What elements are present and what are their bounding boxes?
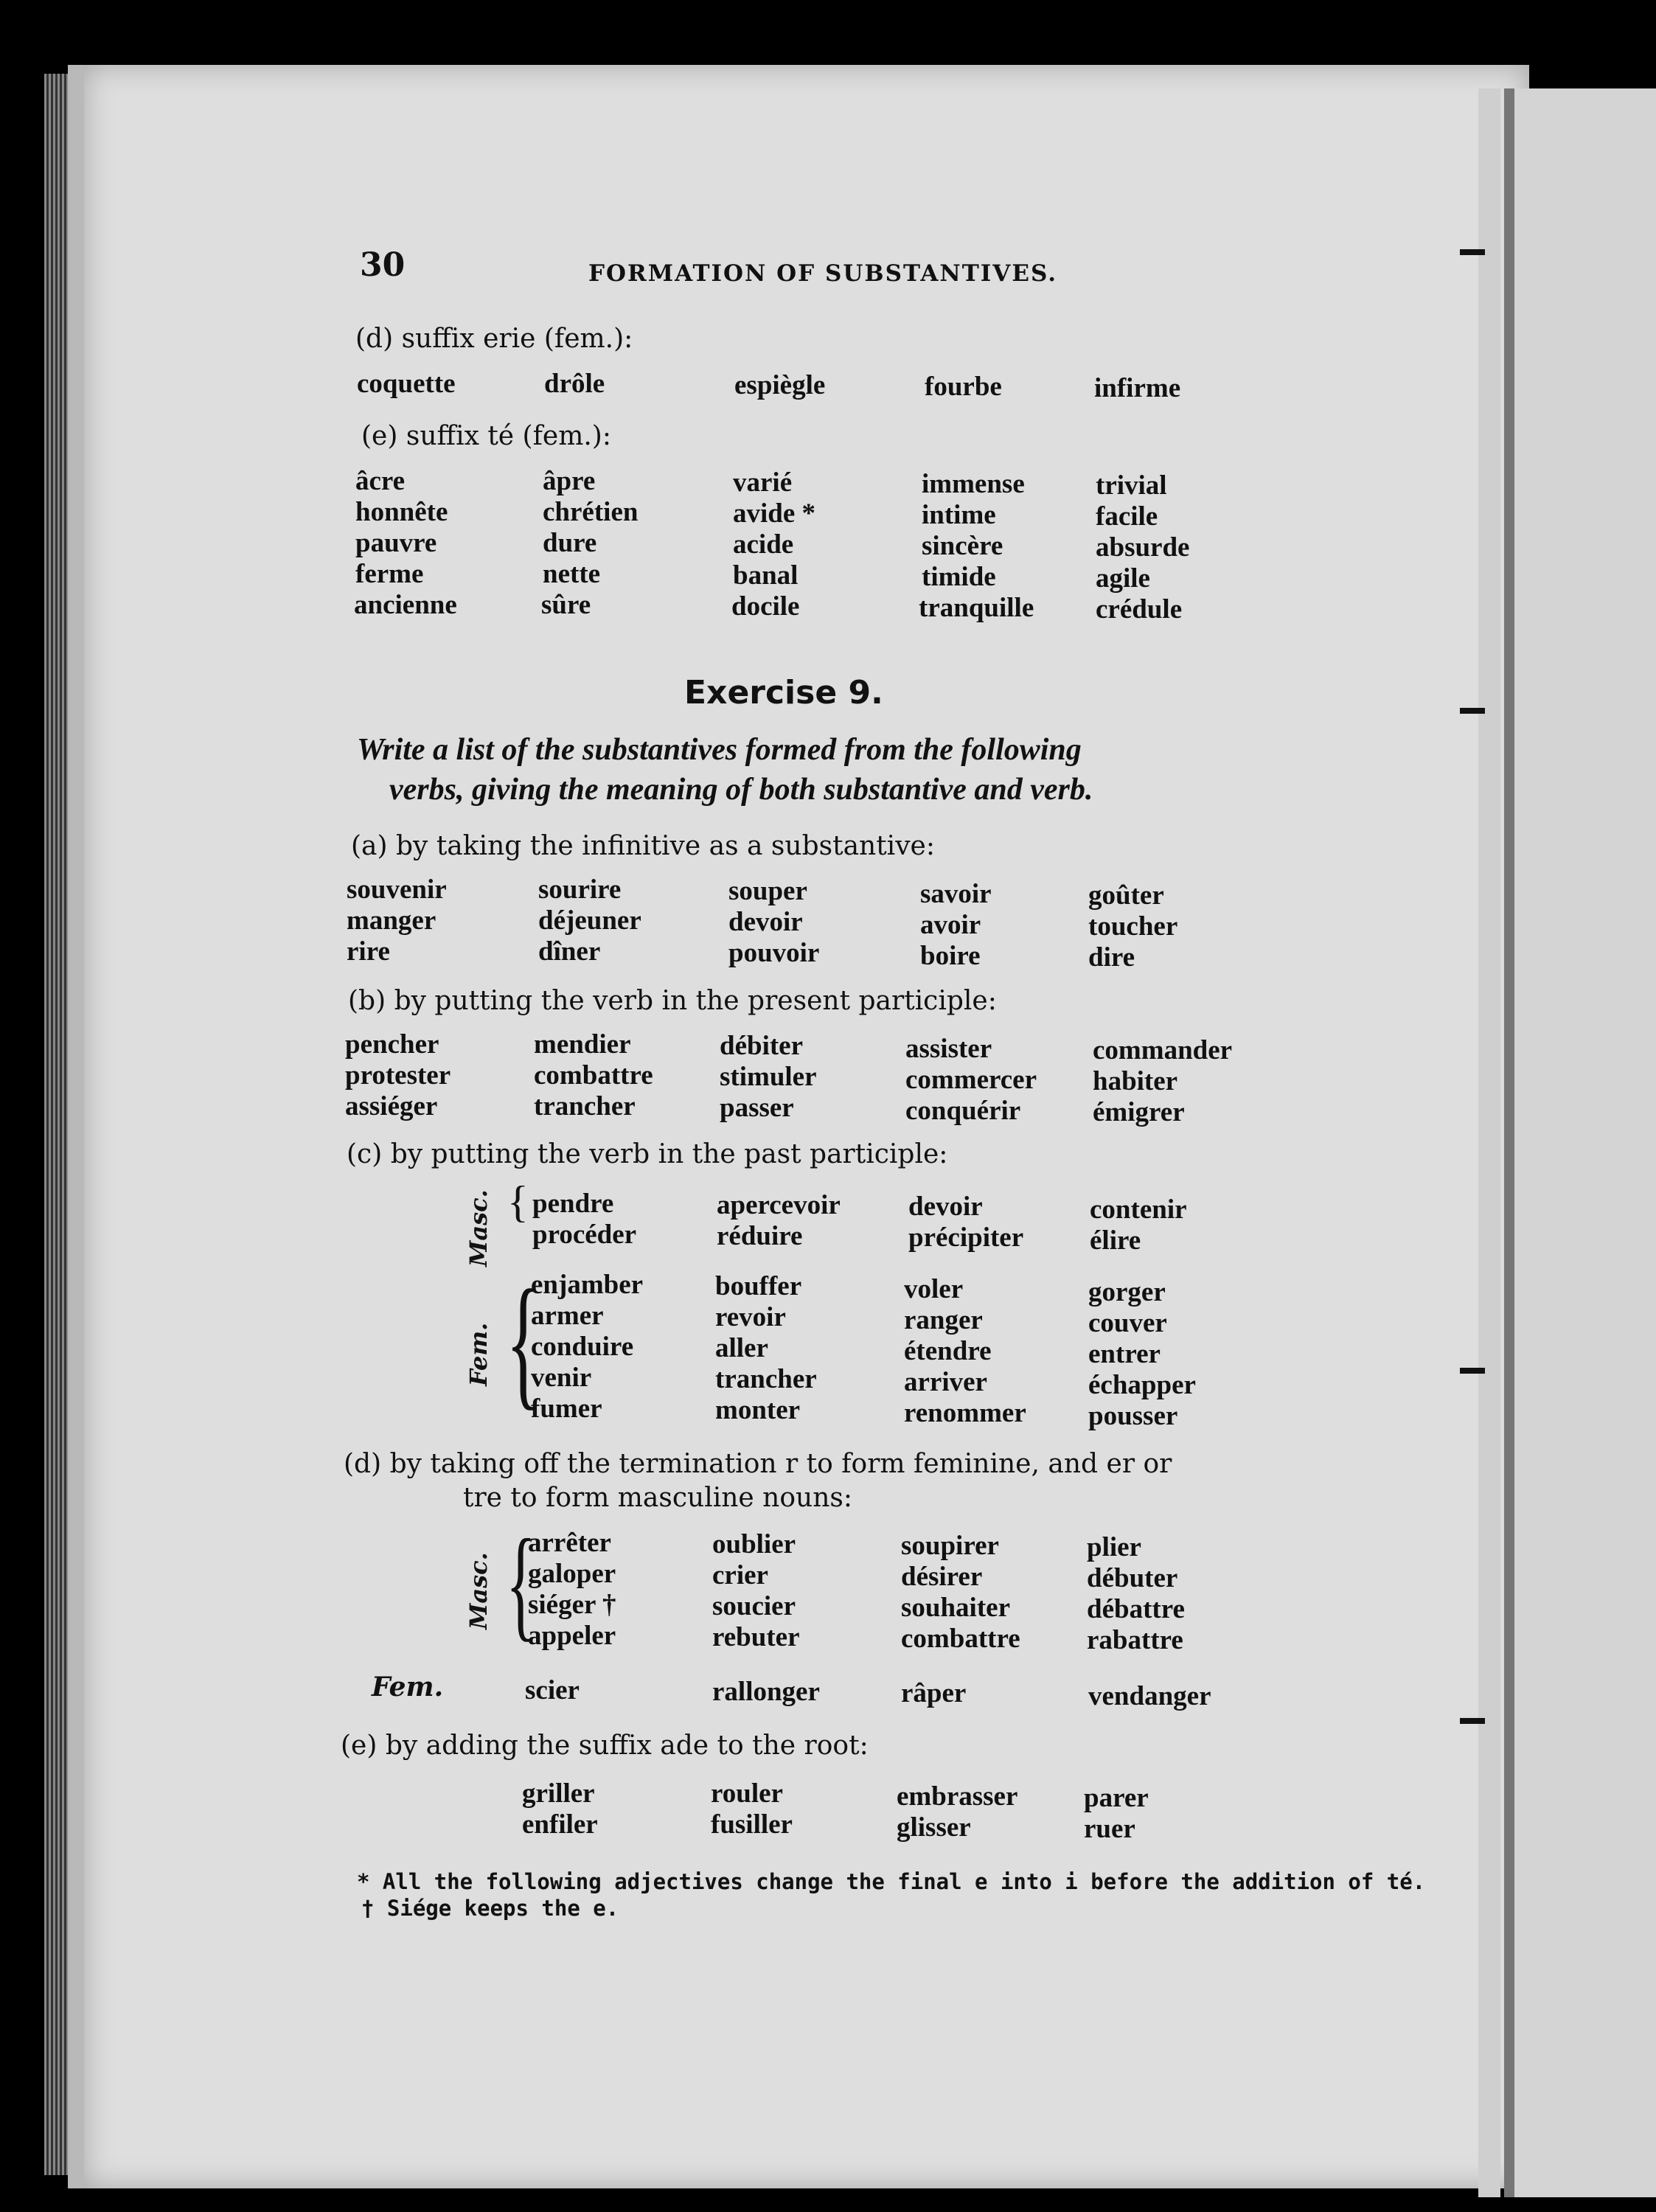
- word: oublier: [712, 1529, 796, 1559]
- word: banal: [733, 560, 799, 591]
- word: pouvoir: [728, 938, 820, 968]
- word: conquérir: [905, 1096, 1021, 1126]
- word: dire: [1088, 942, 1135, 973]
- word: goûter: [1088, 880, 1164, 911]
- word: facile: [1096, 501, 1158, 532]
- word: soucier: [712, 1591, 796, 1621]
- word: habiter: [1093, 1066, 1178, 1096]
- word: agile: [1096, 563, 1150, 594]
- section-d-label: (d) suffix erie (fem.):: [355, 324, 633, 354]
- word: venir: [531, 1363, 592, 1393]
- word: déjeuner: [538, 905, 641, 936]
- gutter-mark: [1460, 708, 1485, 714]
- word: souvenir: [347, 874, 447, 905]
- word: embrasser: [897, 1781, 1018, 1812]
- word: aller: [715, 1333, 768, 1363]
- word: mendier: [534, 1029, 631, 1060]
- word: trancher: [534, 1091, 636, 1121]
- word: sourire: [538, 874, 622, 905]
- ex-b-label: (b) by putting the verb in the present participle:: [348, 986, 997, 1016]
- word: absurde: [1096, 532, 1190, 563]
- ex-d-masc-label: Masc.: [465, 1552, 493, 1630]
- word: renommer: [904, 1398, 1026, 1428]
- word: pencher: [345, 1029, 439, 1060]
- word: sincère: [922, 531, 1003, 561]
- word: âcre: [355, 466, 406, 496]
- word: revoir: [715, 1302, 786, 1332]
- word: crier: [712, 1560, 768, 1590]
- word: arrêter: [528, 1528, 611, 1558]
- ex-c-label: (c) by putting the verb in the past participle:: [347, 1139, 948, 1169]
- word: rouler: [711, 1778, 783, 1809]
- word: bouffer: [715, 1271, 802, 1301]
- word: commander: [1093, 1035, 1233, 1065]
- word: combattre: [901, 1624, 1020, 1654]
- word: échapper: [1088, 1370, 1196, 1400]
- word: ancienne: [354, 590, 457, 620]
- word: armer: [531, 1301, 604, 1331]
- word: précipiter: [908, 1222, 1024, 1253]
- word: monter: [715, 1395, 801, 1425]
- word: devoir: [728, 907, 803, 937]
- word: timide: [922, 562, 996, 592]
- word: siéger †: [528, 1590, 616, 1620]
- word: débiter: [720, 1031, 804, 1061]
- ex-c-masc-label: Masc.: [465, 1189, 493, 1267]
- section-e-label: (e) suffix té (fem.):: [361, 421, 611, 451]
- word: intime: [922, 500, 996, 530]
- word: débattre: [1087, 1594, 1185, 1624]
- word: entrer: [1088, 1339, 1161, 1369]
- word: devoir: [908, 1192, 983, 1222]
- word: infirme: [1094, 373, 1181, 403]
- word: procéder: [532, 1220, 637, 1250]
- word: fumer: [531, 1394, 602, 1424]
- word: élire: [1090, 1225, 1141, 1256]
- word: arriver: [904, 1367, 987, 1397]
- book-gutter: [1478, 88, 1500, 2197]
- word: boire: [920, 941, 981, 971]
- word: âpre: [543, 466, 596, 496]
- word: pauvre: [355, 528, 437, 558]
- word: tranquille: [919, 593, 1034, 623]
- word: acide: [733, 529, 794, 560]
- footnote-1: * All the following adjectives change the final e into i before the addition of té.: [357, 1869, 1426, 1894]
- word: voler: [904, 1274, 964, 1304]
- running-head: FORMATION OF SUBSTANTIVES.: [588, 260, 1058, 287]
- word: couver: [1088, 1308, 1167, 1338]
- ex-c-fem-label: Fem.: [465, 1322, 493, 1386]
- word: désirer: [901, 1562, 983, 1592]
- word: immense: [922, 469, 1025, 499]
- ex-d-label-2: tre to form masculine nouns:: [463, 1483, 853, 1513]
- ex-e-label: (e) by adding the suffix ade to the root:: [341, 1731, 869, 1761]
- word: dure: [543, 528, 597, 558]
- word: râper: [901, 1678, 967, 1708]
- word: trivial: [1096, 470, 1167, 501]
- word: crédule: [1096, 594, 1183, 625]
- word: soupirer: [901, 1531, 999, 1561]
- word: toucher: [1088, 911, 1178, 942]
- word: combattre: [534, 1060, 653, 1091]
- word: enfiler: [522, 1809, 598, 1840]
- word: commercer: [905, 1065, 1037, 1095]
- word: avoir: [920, 910, 981, 940]
- word: drôle: [544, 369, 605, 399]
- brace-icon: {: [507, 1178, 529, 1226]
- word: varié: [733, 467, 793, 498]
- word: contenir: [1090, 1194, 1187, 1225]
- word: dîner: [538, 936, 601, 967]
- word: étendre: [904, 1336, 992, 1366]
- word: avide *: [733, 498, 816, 529]
- word: vendanger: [1088, 1681, 1211, 1711]
- page-number: 30: [360, 246, 406, 284]
- word: coquette: [357, 369, 456, 399]
- word: pousser: [1088, 1401, 1178, 1431]
- gutter-mark: [1460, 1718, 1485, 1724]
- word: parer: [1084, 1783, 1149, 1813]
- word: émigrer: [1093, 1097, 1185, 1127]
- word: galoper: [528, 1559, 616, 1589]
- word: honnête: [355, 497, 448, 527]
- word: apercevoir: [717, 1190, 841, 1220]
- word: sûre: [541, 590, 591, 620]
- ex-d-label-1: (d) by taking off the termination r to form feminine, and er or: [344, 1449, 1172, 1479]
- word: assiéger: [345, 1091, 438, 1121]
- word: rire: [347, 936, 390, 967]
- word: ferme: [355, 559, 424, 589]
- word: trancher: [715, 1364, 817, 1394]
- gutter-mark: [1460, 1368, 1485, 1374]
- word: glisser: [897, 1812, 971, 1843]
- word: ruer: [1084, 1814, 1135, 1844]
- word: appeler: [528, 1621, 616, 1651]
- word: fusiller: [711, 1809, 793, 1840]
- word: passer: [720, 1093, 794, 1123]
- word: rabattre: [1087, 1625, 1183, 1655]
- word: conduire: [531, 1332, 634, 1362]
- facing-page: [1504, 88, 1656, 2197]
- word: fourbe: [925, 372, 1002, 402]
- word: chrétien: [543, 497, 639, 527]
- word: assister: [905, 1034, 992, 1064]
- word: scier: [525, 1675, 580, 1705]
- word: rallonger: [712, 1677, 820, 1707]
- word: nette: [543, 559, 601, 589]
- word: docile: [731, 591, 800, 622]
- word: réduire: [717, 1221, 803, 1251]
- word: souhaiter: [901, 1593, 1010, 1623]
- word: manger: [347, 905, 436, 936]
- exercise-title: Exercise 9.: [684, 674, 883, 712]
- word: rebuter: [712, 1622, 800, 1652]
- word: plier: [1087, 1532, 1141, 1562]
- word: souper: [728, 876, 807, 906]
- word: stimuler: [720, 1062, 817, 1092]
- word: pendre: [532, 1189, 614, 1219]
- gutter-mark: [1460, 249, 1485, 255]
- word: gorger: [1088, 1277, 1166, 1307]
- word: griller: [522, 1778, 595, 1809]
- brace-icon: {: [506, 1260, 541, 1423]
- ex-a-label: (a) by taking the infinitive as a substantive:: [351, 831, 935, 861]
- ex-d-fem-label: Fem.: [372, 1672, 444, 1703]
- word: débuter: [1087, 1563, 1178, 1593]
- word: espiègle: [734, 370, 826, 400]
- word: ranger: [904, 1305, 983, 1335]
- word: protester: [345, 1060, 451, 1091]
- word: savoir: [920, 879, 992, 909]
- brace-icon: {: [506, 1514, 536, 1652]
- instruction-line-2: verbs, giving the meaning of both substantive and verb.: [389, 773, 1093, 807]
- footnote-2: † Siége keeps the e.: [361, 1896, 619, 1921]
- word: enjamber: [531, 1270, 644, 1300]
- instruction-line-1: Write a list of the substantives formed from the following: [357, 733, 1082, 767]
